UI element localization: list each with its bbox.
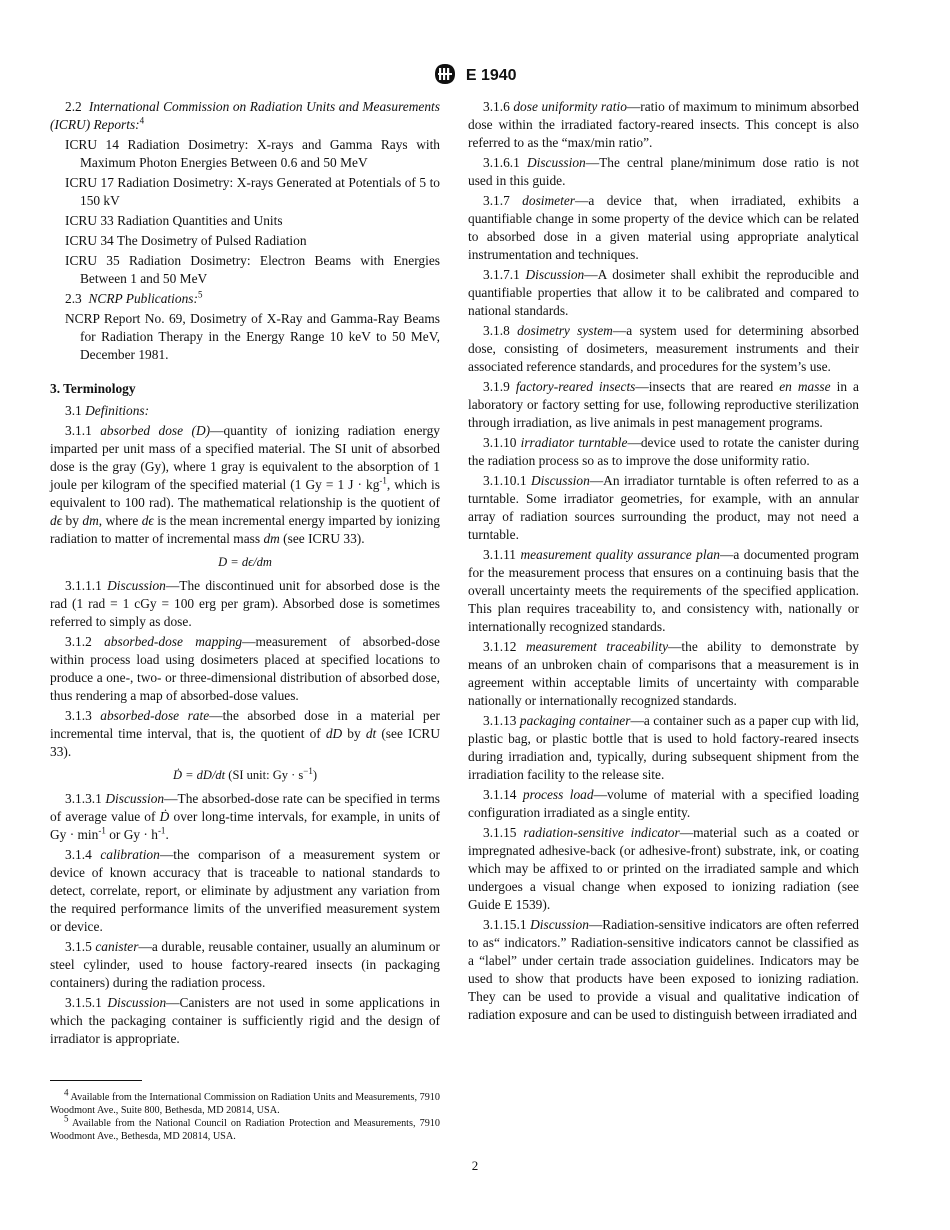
icru-ref: ICRU 34 The Dosimetry of Pulsed Radiation — [65, 233, 307, 248]
definition-packaging-container: 3.1.13 packaging container—a container such as a paper cup with lid, plastic bag, or plastic bottle that is used to hold factory-reared insects during irradiation and, typically, during subsequent shipment from the irradiation facility to the release site. — [468, 713, 860, 782]
equation-absorbed-dose-rate: Ḋ = dD/dt (SI unit: $Gy \cdot s^{-1}$) — [172, 765, 318, 782]
left-column — [50, 98, 440, 1050]
discussion-absorbed-dose: 3.1.1.1 Discussion—The discontinued unit for absorbed dose is the rad (1 rad = 1 cGy = 100 erg per gram). Absorbed dose is sometimes referred to simply as dose. — [50, 578, 440, 629]
definition-measurement-quality-assurance-plan: 3.1.11 measurement quality assurance plan—a documented program for the measurement process that ensures on a continuing basis that the overall uncertainty meets the requirements of the specified application. This plan requires traceability to, and consistency with, nationally or internationally recognized standards. — [468, 547, 859, 634]
footnotes — [50, 1087, 440, 1143]
definition-calibration: 3.1.4 calibration—the comparison of a measurement system or device of known accuracy that is traceable to national standards to detect, correlate, report, or eliminate by adjustment any variation from the required performance limits of the unverified measurement system or device. — [50, 847, 440, 934]
equation-absorbed-dose: D = dϵ/dm — [218, 555, 272, 569]
section-2-2: 2.2 International Commission on Radiation Units and Measurements (ICRU) Reports:$^4$ — [50, 99, 440, 132]
definition-process-load: 3.1.14 process load—volume of material with a specified loading configuration irradiated as a single entity. — [468, 787, 859, 820]
document-designation: E 1940 — [465, 67, 517, 84]
discussion-absorbed-dose-rate: 3.1.3.1 Discussion—The absorbed-dose rate can be specified in terms of average value of Ḋ over long-time intervals, for example, in units of $Gy \cdot \min^{-1}$ or $Gy \cdot h^{-1}$. — [50, 791, 441, 842]
definition-dosimetry-system: 3.1.8 dosimetry system—a system used for determining absorbed dose, consisting of dosimeters, measurement instruments and their associated reference standards, and procedures for the system’s use. — [468, 323, 859, 374]
discussion-canister: 3.1.5.1 Discussion—Canisters are not used in some applications in which the packaging container is sufficiently rigid and the design of irradiator is appropriate. — [50, 995, 440, 1046]
definition-radiation-sensitive-indicator: 3.1.15 radiation-sensitive indicator—material such as a coated or impregnated adhesive-back (or adhesive-front) substrate, ink, or coating which may be affixed to or printed on the irradiated sample and which undergoes a visual change when exposed to ionizing radiation (see Guide E 1539). — [468, 825, 859, 912]
discussion-dosimeter: 3.1.7.1 Discussion—A dosimeter shall exhibit the reproducible and quantifiable properties that allow it to be calibrated and compared to national standards. — [468, 267, 859, 318]
discussion-irradiator-turntable: 3.1.10.1 Discussion—An irradiator turntable is often referred to as a turntable. Some irradiator geometries, for example, with an annular array of radiation sources surrounding the product, may not need a turntable. — [468, 473, 859, 542]
definition-measurement-traceability: 3.1.12 measurement traceability—the ability to demonstrate by means of an unbroken chain of comparisons that a measurement is in agreement within acceptable limits of uncertainty with comparable nationally or internationally recognized standards. — [468, 639, 859, 708]
icru-ref: ICRU 17 Radiation Dosimetry: X-rays Generated at Potentials of 5 to 150 kV — [65, 175, 440, 208]
page-header — [0, 63, 950, 85]
definition-absorbed-dose: 3.1.1 absorbed dose (D)—quantity of ionizing radiation energy imparted per unit mass of a specified material. The SI unit of absorbed dose is the gray (Gy), where 1 gray is equivalent to the absorption of 1 joule per kilogram of the specified material (1 Gy = 1 $J \cdot kg^{-1}$, which is equivalent to 100 rad). The mathematical relationship is the quotient of dϵ by dm, where dϵ is the mean incremental energy imparted by ionizing radiation to matter of incremental mass dm (see ICRU 33). — [50, 423, 440, 546]
definition-factory-reared-insects: 3.1.9 factory-reared insects—insects that are reared en masse in a laboratory or factory setting for use, following reproductive sterilization through irradiation, as live animals in pest management programs. — [468, 379, 859, 430]
definition-dosimeter: 3.1.7 dosimeter—a device that, when irradiated, exhibits a quantifiable change in some property of the device which can be related to absorbed dose in a given material using appropriate analytical instrumentation and techniques. — [468, 193, 859, 262]
footnote: $^4$ Available from the International Commission on Radiation Units and Measurements, 7910 Woodmont Ave., Suite 800, Bethesda, MD 20814, USA. — [50, 1087, 440, 1116]
icru-ref: ICRU 14 Radiation Dosimetry: X-rays and Gamma Rays with Maximum Photon Energies Between 0.6 and 50 MeV — [65, 137, 440, 170]
right-column — [468, 98, 859, 1026]
definition-irradiator-turntable: 3.1.10 irradiator turntable—device used to rotate the canister during the radiation process so as to improve the dose uniformity ratio. — [468, 435, 859, 468]
icru-ref: ICRU 35 Radiation Dosimetry: Electron Beams with Energies Between 1 and 50 MeV — [65, 253, 440, 286]
discussion-radiation-sensitive-indicator: 3.1.15.1 Discussion—Radiation-sensitive indicators are often referred to as“ indicators.” Radiation-sensitive indicators cannot be classified as a “label” under certain trade association guidelines. Indicators may be used to show that products have been exposed to ionizing radiation. They can be used to provide a visual and qualitative indication of radiation exposure and can be used to distinguish between irradiated and — [468, 917, 859, 1022]
discussion-dose-uniformity-ratio: 3.1.6.1 Discussion—The central plane/minimum dose ratio is not used in this guide. — [468, 155, 859, 188]
definition-absorbed-dose-rate: 3.1.3 absorbed-dose rate—the absorbed dose in a material per incremental time interval, that is, the quotient of dD by dt (see ICRU 33). — [50, 708, 440, 759]
section-heading-terminology: 3. Terminology — [50, 381, 136, 396]
definition-canister: 3.1.5 canister—a durable, reusable container, usually an aluminum or steel cylinder, used to house factory-reared insects (in packaging containers) during the radiation process. — [50, 939, 440, 990]
icru-ref: ICRU 33 Radiation Quantities and Units — [65, 213, 283, 228]
ncrp-ref: NCRP Report No. 69, Dosimetry of X-Ray and Gamma-Ray Beams for Radiation Therapy in the Energy Range 10 keV to 50 MeV, December 1981. — [65, 311, 440, 362]
section-3-1: 3.1 Definitions: — [65, 403, 150, 418]
footnote-divider — [50, 1080, 142, 1081]
footnote: $^5$ Available from the National Council on Radiation Protection and Measurements, 7910 Woodmont Ave., Bethesda, MD 20814, USA. — [50, 1113, 440, 1142]
definition-absorbed-dose-mapping: 3.1.2 absorbed-dose mapping—measurement of absorbed-dose within process load using dosimeters placed at specified locations to produce a one-, two- or three-dimensional distribution of absorbed dose, thus rendering a map of absorbed-dose values. — [50, 634, 440, 703]
astm-logo-icon — [433, 63, 457, 85]
definition-dose-uniformity-ratio: 3.1.6 dose uniformity ratio—ratio of maximum to minimum absorbed dose within the irradiated factory-reared insects. This concept is also referred to as the “max/min ratio”. — [468, 99, 859, 150]
section-2-3: 2.3 NCRP Publications:$^5$ — [65, 289, 203, 306]
page-number: 2 — [471, 1158, 479, 1173]
